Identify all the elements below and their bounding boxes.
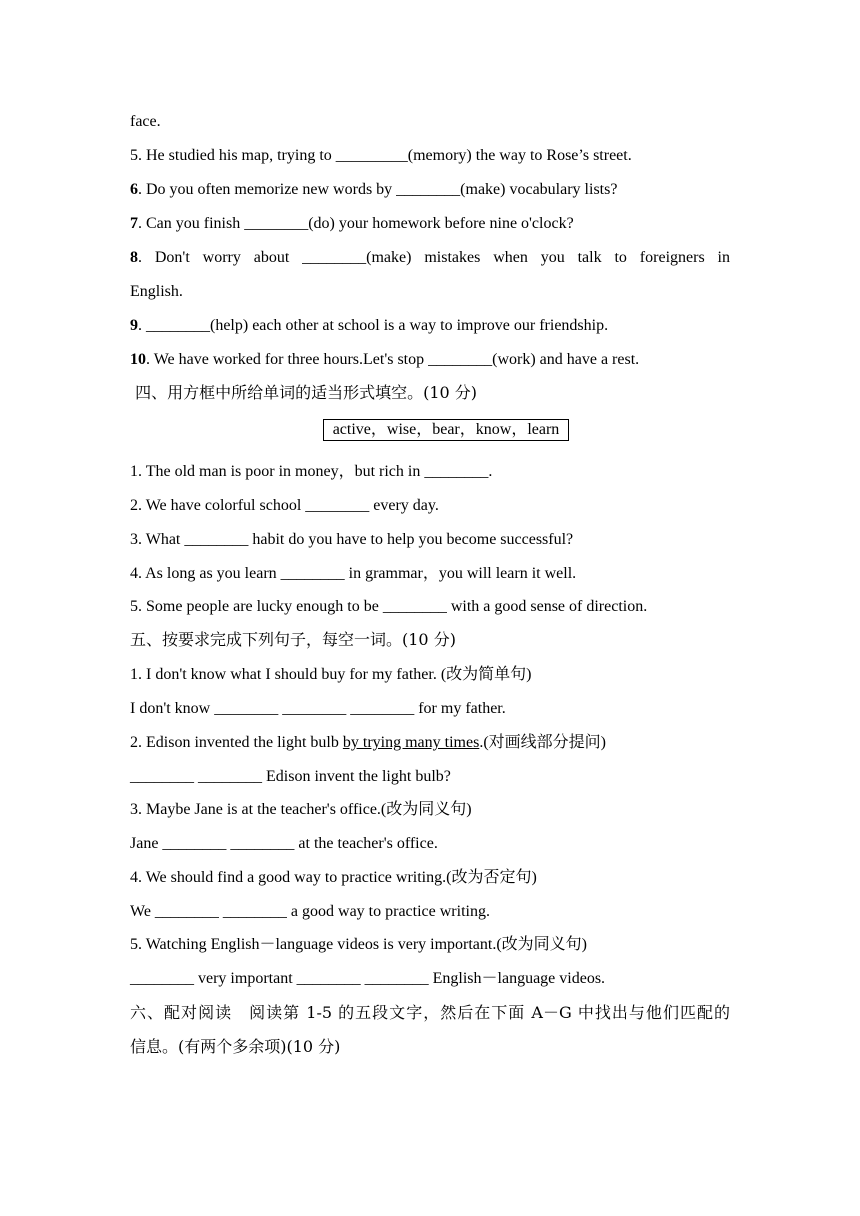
s5-q2-prompt-after: .(对画线部分提问) bbox=[479, 734, 606, 751]
s4-item-3: 3. What ________ habit do you have to help you become successful? bbox=[130, 531, 574, 548]
s3-q7-number: 7 bbox=[130, 215, 138, 232]
s5-q4-answer: We ________ ________ a good way to practice writing. bbox=[130, 903, 490, 920]
s3-q7-text: . Can you finish ________(do) your homework before nine o'clock? bbox=[138, 215, 574, 232]
section-4-heading: 四、用方框中所给单词的适当形式填空。(10 分) bbox=[130, 383, 478, 402]
s5-q5-prompt: 5. Watching English－language videos is very important.(改为同义句) bbox=[130, 936, 588, 953]
s5-q4-prompt: 4. We should find a good way to practice writing.(改为否定句) bbox=[130, 869, 537, 886]
section-5-heading: 五、按要求完成下列句子，每空一词。(10 分) bbox=[130, 630, 456, 649]
s3-question-7 bbox=[130, 214, 730, 234]
s5-q2-underlined-phrase: by trying many times bbox=[342, 734, 480, 751]
s5-q3-answer: Jane ________ ________ at the teacher's office. bbox=[130, 835, 438, 852]
s3-question-6 bbox=[130, 180, 730, 200]
s5-q2-prompt-before: 2. Edison invented the light bulb bbox=[130, 734, 343, 751]
s4-item-4: 4. As long as you learn ________ in grammar，you will learn it well. bbox=[130, 565, 577, 582]
s4-item-2: 2. We have colorful school ________ every day. bbox=[130, 497, 439, 514]
s3-q6-number: 6 bbox=[130, 181, 138, 198]
s4-item-1: 1. The old man is poor in money，but rich in ________. bbox=[130, 463, 493, 480]
s4-item-5: 5. Some people are lucky enough to be ________ with a good sense of direction. bbox=[130, 598, 648, 615]
s5-q1-prompt: 1. I don't know what I should buy for my father. (改为简单句) bbox=[130, 666, 532, 683]
s5-q5-answer: ________ very important ________ ________ English－language videos. bbox=[130, 970, 606, 987]
s3-question-8 bbox=[130, 248, 730, 268]
s3-question-5 bbox=[130, 146, 730, 166]
s3-q5-before: 5. He studied his map, trying to bbox=[130, 147, 336, 164]
s3-q5-blank: _________ bbox=[335, 147, 408, 164]
s3-q9-text: . ________(help) each other at school is a way to improve our friendship. bbox=[138, 317, 609, 334]
section-6-heading-line-1: 六、配对阅读 阅读第 1-5 的五段文字，然后在下面 A－G 中找出与他们匹配的 bbox=[130, 1003, 730, 1022]
s5-q2-answer: ________ ________ Edison invent the light bulb? bbox=[130, 768, 451, 785]
s3-question-9 bbox=[130, 316, 730, 336]
s5-q1-answer: I don't know ________ ________ ________ for my father. bbox=[130, 700, 506, 717]
word-box: active，wise，bear，know，learn bbox=[323, 419, 569, 441]
s3-q5-after: (memory) the way to Rose’s street. bbox=[407, 147, 632, 164]
section-6-heading-line-2: 信息。(有两个多余项)(10 分) bbox=[130, 1037, 341, 1056]
s3-question-8-continuation: English. bbox=[130, 283, 183, 300]
s3-q8-text: . Don't worry about ________(make) mistakes when you talk to foreigners in bbox=[138, 249, 730, 266]
s3-q9-number: 9 bbox=[130, 317, 138, 334]
s3-question-10 bbox=[130, 350, 730, 370]
s3-q6-text: . Do you often memorize new words by ________(make) vocabulary lists? bbox=[138, 181, 618, 198]
q4-continuation: face. bbox=[130, 113, 161, 130]
s3-q10-text: . We have worked for three hours.Let's stop ________(work) and have a rest. bbox=[146, 351, 640, 368]
s3-q8-number: 8 bbox=[130, 249, 138, 266]
s3-q10-number: 10 bbox=[130, 351, 146, 368]
s5-q3-prompt: 3. Maybe Jane is at the teacher's office.(改为同义句) bbox=[130, 801, 472, 818]
s5-q2-prompt bbox=[130, 733, 730, 753]
